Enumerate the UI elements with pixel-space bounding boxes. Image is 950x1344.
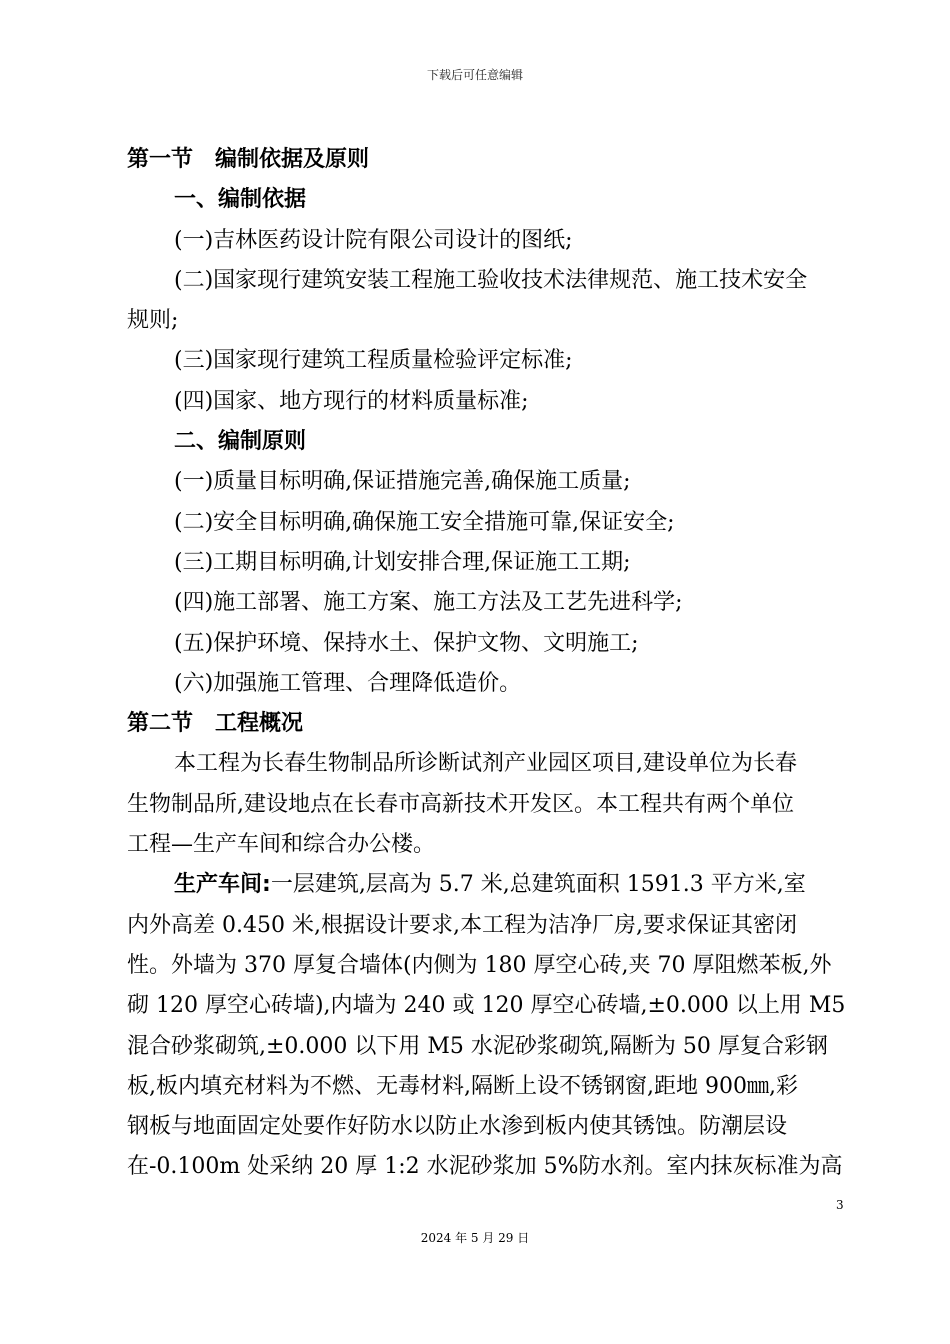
page-header: 下载后可任意编辑: [426, 68, 523, 82]
section-title-2: 第二节 工程概况: [127, 711, 304, 737]
basis-item: (三)国家现行建筑工程质量检验评定标准;: [174, 348, 573, 374]
workshop-line: 在-0.100m 处采纳 20 厚 1:2 水泥砂浆加 5%防水剂。室内抹灰标准为高: [127, 1154, 843, 1180]
workshop-line: 钢板与地面固定处要作好防水以防止水渗到板内使其锈蚀。防潮层设: [127, 1114, 788, 1140]
basis-item: (二)国家现行建筑安装工程施工验收技术法律规范、施工技术安全: [174, 267, 808, 293]
basis-item: (一)吉林医药设计院有限公司设计的图纸;: [174, 227, 573, 253]
principle-item: (一)质量目标明确,保证措施完善,确保施工质量;: [174, 469, 631, 495]
principle-item: (三)工期目标明确,计划安排合理,保证施工工期;: [174, 549, 631, 575]
page-footer-date: 2024 年 5 月 29 日: [420, 1231, 530, 1245]
principles-heading: 二、编制原则: [174, 429, 307, 455]
basis-item-continuation: 规则;: [127, 308, 179, 334]
workshop-line: 一层建筑,层高为 5.7 米,总建筑面积 1591.3 平方米,室: [270, 872, 806, 898]
workshop-line: 内外高差 0.450 米,根据设计要求,本工程为洁净厂房,要求保证其密闭: [127, 912, 797, 938]
document-body: [127, 140, 847, 1188]
workshop-lead-label: 生产车间:: [174, 872, 271, 898]
overview-line: 生物制品所,建设地点在长春市高新技术开发区。本工程共有两个单位: [127, 791, 794, 817]
workshop-paragraph-first-line: [127, 865, 847, 905]
workshop-line: 性。外墙为 370 厚复合墙体(内侧为 180 厚空心砖,夹 70 厚阻燃苯板,外: [127, 952, 832, 978]
principle-item: (六)加强施工管理、合理降低造价。: [174, 670, 522, 696]
overview-line: 工程—生产车间和综合办公楼。: [127, 832, 436, 858]
principle-item: (二)安全目标明确,确保施工安全措施可靠,保证安全;: [174, 509, 675, 535]
workshop-line: 砌 120 厚空心砖墙),内墙为 240 或 120 厚空心砖墙,±0.000 以上用 M5: [127, 993, 846, 1019]
basis-item: (四)国家、地方现行的材料质量标准;: [174, 388, 529, 414]
principle-item: (五)保护环境、保持水土、保护文物、文明施工;: [174, 630, 639, 656]
principle-item: (四)施工部署、施工方案、施工方法及工艺先进科学;: [174, 590, 683, 616]
workshop-line: 混合砂浆砌筑,±0.000 以下用 M5 水泥砂浆砌筑,隔断为 50 厚复合彩钢: [127, 1033, 828, 1059]
page-number: 3: [836, 1198, 844, 1212]
workshop-line: 板,板内填充材料为不燃、无毒材料,隔断上设不锈钢窗,距地 900㎜,彩: [127, 1073, 798, 1099]
overview-line: 本工程为长春生物制品所诊断试剂产业园区项目,建设单位为长春: [174, 751, 797, 777]
section-title-1: 第一节 编制依据及原则: [127, 147, 370, 172]
basis-heading: 一、编制依据: [174, 187, 307, 213]
